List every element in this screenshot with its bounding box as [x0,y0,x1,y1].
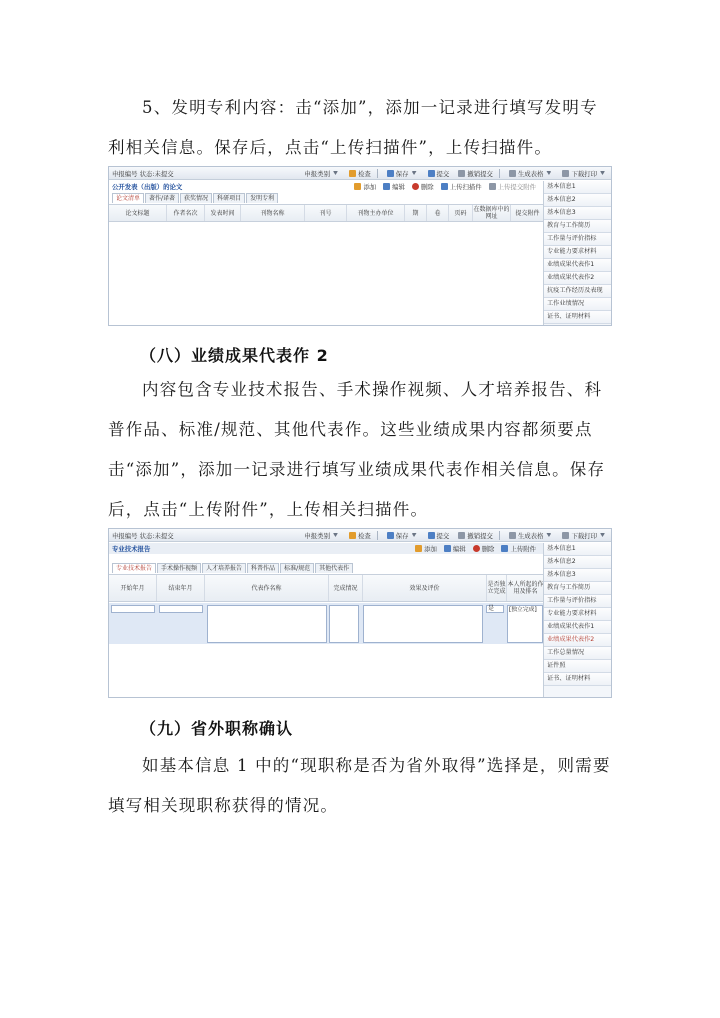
tab-surgery-video[interactable]: 手术操作视频 [157,563,201,573]
sidebar-item-id-photo[interactable]: 证件照 [544,660,611,673]
main-panel [109,181,543,325]
add-button[interactable]: 添加 [354,182,376,191]
panel-title: 公开发表（出版）的论文 [112,183,183,191]
generate-form-button[interactable]: 生成表格 [509,531,554,540]
revoke-submit-button[interactable]: 撤销提交 [458,531,493,540]
check-button[interactable]: 检查 [349,169,371,178]
tab-bar [112,193,279,203]
start-month-select[interactable] [111,605,155,613]
col-work-name: 代表作名称 [205,575,329,601]
col-author-rank: 作者名次 [167,205,205,221]
col-role: 本人所起的作用及排名 [507,575,545,601]
table-header [109,574,545,602]
independent-select[interactable]: 是 [486,605,504,613]
section-heading-9: （九）省外职称确认 [140,719,294,738]
sidebar-item-certificates[interactable]: 证书、证明材料 [544,673,611,686]
tab-tech-report[interactable]: 专业技术报告 [112,563,156,573]
submit-button[interactable]: 提交 [428,169,450,178]
effect-textarea[interactable] [363,605,483,643]
end-month-select[interactable] [159,605,203,613]
sidebar-item-achievement-2[interactable]: 业绩成果代表作2 [544,634,611,647]
screenshot-achievement-form [108,528,612,698]
sidebar-item-workload[interactable]: 工作量与评价指标 [544,233,611,246]
completion-textarea[interactable] [329,605,359,643]
sidebar-item-basic-info-1[interactable]: 基本信息1 [544,543,611,556]
tab-popular-science[interactable]: 科普作品 [247,563,279,573]
col-attachment: 提交附件 [511,205,545,221]
edit-button[interactable]: 编辑 [444,544,466,553]
upload-icon [501,545,508,552]
col-start-month: 开始年月 [109,575,157,601]
submit-button[interactable]: 提交 [428,531,450,540]
col-db-url: 在数据库中的网址 [473,206,510,220]
table-header [109,204,545,222]
status-text: 申报编号 状态:未提交 [112,169,174,178]
sidebar-item-basic-info-2[interactable]: 基本信息2 [544,556,611,569]
chevron-down-icon [412,533,417,537]
tab-paper-list[interactable]: 论文清单 [112,193,144,203]
work-name-textarea[interactable] [207,605,327,643]
table-icon [509,170,516,177]
status-text: 申报编号 状态:未提交 [112,531,174,540]
check-button[interactable]: 检查 [349,531,371,540]
sidebar-item-performance[interactable]: 工作业绩情况 [544,298,611,311]
sidebar-item-work-total[interactable]: 工作总量情况 [544,647,611,660]
revoke-submit-button[interactable]: 撤销提交 [458,169,493,178]
paragraph-achievement: 内容包含专业技术报告、手术操作视频、人才培养报告、科普作品、标准/规范、其他代表作。这些业绩成果内容都须要点击“添加”，添加一记录进行填写业绩成果代表作相关信息。保存后，点击“上传附件”，上传相关扫描件。 [108,380,606,519]
sidebar-item-basic-info-1[interactable]: 基本信息1 [544,181,611,194]
delete-icon [473,545,480,552]
col-pub-date: 发表时间 [205,205,241,221]
add-icon [415,545,422,552]
tab-research[interactable]: 科研项目 [213,193,245,203]
submit-icon [428,170,435,177]
sidebar-item-basic-info-2[interactable]: 基本信息2 [544,194,611,207]
col-sponsor: 刊物主办单位 [347,205,405,221]
table-icon [509,532,516,539]
check-icon [349,532,356,539]
undo-icon [458,532,465,539]
add-icon [354,183,361,190]
tab-works[interactable]: 著作/译著 [145,193,179,203]
print-icon [562,170,569,177]
col-independent: 是否独立完成 [487,575,507,601]
col-journal: 刊物名称 [241,205,305,221]
download-print-button[interactable]: 下载打印 [562,169,607,178]
tab-standards[interactable]: 标准/规范 [280,563,314,573]
edit-icon [383,183,390,190]
col-pages: 页码 [449,205,473,221]
tab-awards[interactable]: 获奖情况 [180,193,212,203]
save-icon [387,532,394,539]
download-print-button[interactable]: 下载打印 [562,531,607,540]
sidebar-item-certificates[interactable]: 证书、证明材料 [544,311,611,324]
col-issn: 刊号 [305,205,347,221]
sidebar-item-workload[interactable]: 工作量与评价指标 [544,595,611,608]
section-heading-8: （八）业绩成果代表作 2 [140,346,329,365]
upload-icon [489,183,496,190]
upload-submit-attachment-button[interactable]: 上传提交附件 [489,182,536,191]
chevron-down-icon [333,533,338,537]
role-textarea[interactable]: [独立完成] [507,605,543,643]
delete-button[interactable]: 删除 [473,544,495,553]
col-volume: 卷 [427,205,449,221]
edit-icon [444,545,451,552]
upload-icon [441,183,448,190]
chevron-down-icon [546,533,551,537]
save-button[interactable]: 保存 [387,169,419,178]
print-icon [562,532,569,539]
chevron-down-icon [412,171,417,175]
undo-icon [458,170,465,177]
panel-header [109,543,543,554]
sidebar-item-education[interactable]: 教育与工作简历 [544,220,611,233]
tab-talent-report[interactable]: 人才培养报告 [202,563,246,573]
sidebar-item-basic-info-3[interactable]: 基本信息3 [544,207,611,220]
chevron-down-icon [600,533,605,537]
sidebar-item-achievement-1[interactable]: 业绩成果代表作1 [544,259,611,272]
panel-header [109,181,543,192]
chevron-down-icon [546,171,551,175]
tab-bar [112,563,354,573]
sidebar [543,543,611,697]
sidebar-item-competence[interactable]: 专业能力要求材料 [544,246,611,259]
panel-title: 专业技术报告 [112,545,151,553]
delete-button[interactable]: 删除 [412,182,434,191]
paragraph-invention-patent: 5、发明专利内容：击“添加”，添加一记录进行填写发明专利相关信息。保存后，点击“上传扫描件”，上传扫描件。 [108,98,598,157]
sidebar-item-competence[interactable]: 专业能力要求材料 [544,608,611,621]
col-title: 论文标题 [109,205,167,221]
sidebar [543,181,611,325]
declare-type-button[interactable]: 申报类别 [304,169,340,178]
col-effect: 效果及评价 [363,575,487,601]
generate-form-button[interactable]: 生成表格 [509,169,554,178]
save-icon [387,170,394,177]
main-panel [109,543,543,697]
tab-other-works[interactable]: 其他代表作 [315,563,353,573]
col-end-month: 结束年月 [157,575,205,601]
delete-icon [412,183,419,190]
sidebar-item-achievement-1[interactable]: 业绩成果代表作1 [544,621,611,634]
edit-button[interactable]: 编辑 [383,182,405,191]
col-issue: 期 [405,205,427,221]
chevron-down-icon [333,171,338,175]
sidebar-item-education[interactable]: 教育与工作简历 [544,582,611,595]
screenshot-paper-list [108,166,612,326]
save-button[interactable]: 保存 [387,531,419,540]
sidebar-item-epidemic[interactable]: 抗疫工作经历及表现 [544,285,611,298]
chevron-down-icon [600,171,605,175]
col-completion: 完成情况 [329,575,363,601]
check-icon [349,170,356,177]
declare-type-button[interactable]: 申报类别 [304,531,340,540]
paragraph-out-of-province-title: 如基本信息 1 中的“现职称是否为省外取得”选择是，则需要填写相关现职称获得的情况。 [108,756,611,815]
sidebar-item-basic-info-3[interactable]: 基本信息3 [544,569,611,582]
toolbar [109,529,611,542]
tab-patents[interactable]: 发明专利 [246,193,278,203]
submit-icon [428,532,435,539]
toolbar [109,167,611,180]
sidebar-item-achievement-2[interactable]: 业绩成果代表作2 [544,272,611,285]
add-button[interactable]: 添加 [415,544,437,553]
upload-attachment-button[interactable]: 上传附件 [501,544,536,553]
upload-scan-button[interactable]: 上传扫描件 [441,182,482,191]
